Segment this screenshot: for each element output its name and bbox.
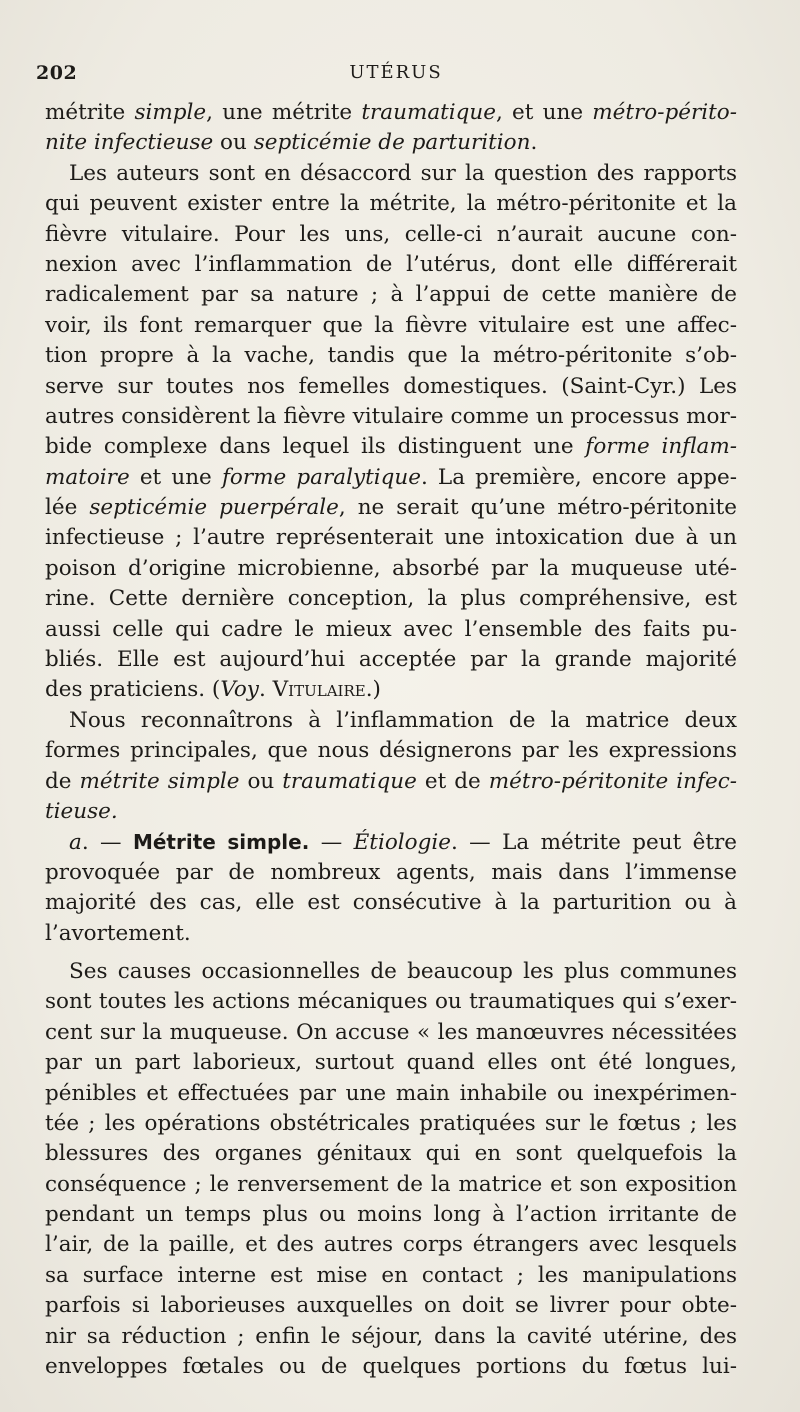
text-line: rine. Cette dernière conception, la plus compréhensive, est [45, 586, 737, 612]
text-line: tée ; les opérations obstétricales pratiquées sur le fœtus ; les [45, 1110, 737, 1136]
section-heading: Métrite simple. [132, 830, 310, 855]
text-line: cent sur la muqueuse. On accuse « les manœuvres nécessitées [45, 1019, 737, 1045]
text-line: pénibles et effectuées par une main inhabile ou inexpérimen- [45, 1080, 737, 1106]
text-line: bliés. Elle est aujourd’hui acceptée par la grande majorité [45, 647, 737, 673]
text-line: métrite simple, une métrite traumatique, et une métro-périto- [45, 100, 738, 125]
paragraph-first-line: Nous reconnaîtrons à l’inflammation de la matrice deux [69, 707, 737, 733]
text-line: infectieuse ; l’autre représenterait une intoxication due à un [45, 525, 737, 551]
text-line: des praticiens. (Voy. Vitulaire.) [45, 677, 381, 703]
text-line: qui peuvent exister entre la métrite, la métro-péritonite et la [45, 191, 737, 217]
text-line: provoquée par de nombreux agents, mais dans l’immense [45, 859, 737, 885]
text-line: nexion avec l’inflammation de l’utérus, dont elle différerait [45, 251, 737, 277]
text-line: tion propre à la vache, tandis que la métro-péritonite s’ob- [45, 343, 737, 369]
text-line: formes principales, que nous désignerons par les expressions [45, 738, 737, 764]
text-line: l’avortement. [45, 920, 191, 946]
body-text [45, 98, 737, 1382]
text-line: bide complexe dans lequel ils distinguent une forme inflam- [45, 434, 737, 460]
text-line: autres considèrent la fièvre vitulaire comme un processus mor- [45, 403, 737, 429]
text-line: nir sa réduction ; enfin le séjour, dans la cavité utérine, des [45, 1323, 737, 1349]
page-number: 202 [36, 62, 78, 84]
text-line: l’air, de la paille, et des autres corps étrangers avec lesquels [45, 1232, 737, 1258]
text-line: de métrite simple ou traumatique et de métro-péritonite infec- [45, 768, 737, 794]
text-line: poison d’origine microbienne, absorbé par la muqueuse uté- [45, 555, 737, 581]
text-line: majorité des cas, elle est consécutive à la parturition ou à [45, 890, 737, 916]
text-line: par un part laborieux, surtout quand elles ont été longues, [45, 1050, 737, 1076]
text-line: enveloppes fœtales ou de quelques portions du fœtus lui- [45, 1354, 737, 1380]
text-line: radicalement par sa nature ; à l’appui de cette manière de [45, 282, 737, 308]
text-line: blessures des organes génitaux qui en sont quelquefois la [45, 1141, 737, 1167]
text-line: sa surface interne est mise en contact ; les manipulations [45, 1262, 737, 1288]
text-line: fièvre vitulaire. Pour les uns, celle-ci n’aurait aucune con- [45, 221, 737, 247]
running-head [36, 62, 756, 90]
text-line: pendant un temps plus ou moins long à l’action irritante de [45, 1202, 737, 1228]
text-line: aussi celle qui cadre le mieux avec l’ensemble des faits pu- [45, 616, 737, 642]
text-line: tieuse. [45, 798, 118, 824]
paragraph-first-line: Ses causes occasionnelles de beaucoup les plus communes [69, 958, 737, 984]
text-line: nite infectieuse ou septicémie de parturition. [45, 130, 538, 156]
text-line: voir, ils font remarquer que la fièvre vitulaire est une affec- [45, 312, 737, 338]
cross-reference: Vitulaire [272, 677, 366, 703]
text-line: lée septicémie puerpérale, ne serait qu’une métro-péritonite [45, 495, 737, 521]
text-line: sont toutes les actions mécaniques ou traumatiques qui s’exer- [45, 989, 737, 1015]
text-line: conséquence ; le renversement de la matrice et son exposition [45, 1171, 737, 1197]
text-line: parfois si laborieuses auxquelles on doit se livrer pour obte- [45, 1293, 737, 1319]
text-line: serve sur toutes nos femelles domestiques. (Saint-Cyr.) Les [45, 373, 737, 399]
text-line: matoire et une forme paralytique. La première, encore appe- [45, 464, 737, 490]
paragraph-first-line: Les auteurs sont en désaccord sur la question des rapports [69, 160, 737, 186]
running-title: UTÉRUS [349, 62, 443, 83]
section-heading-line: a. — Métrite simple. — Étiologie. — La métrite peut être [69, 830, 737, 856]
